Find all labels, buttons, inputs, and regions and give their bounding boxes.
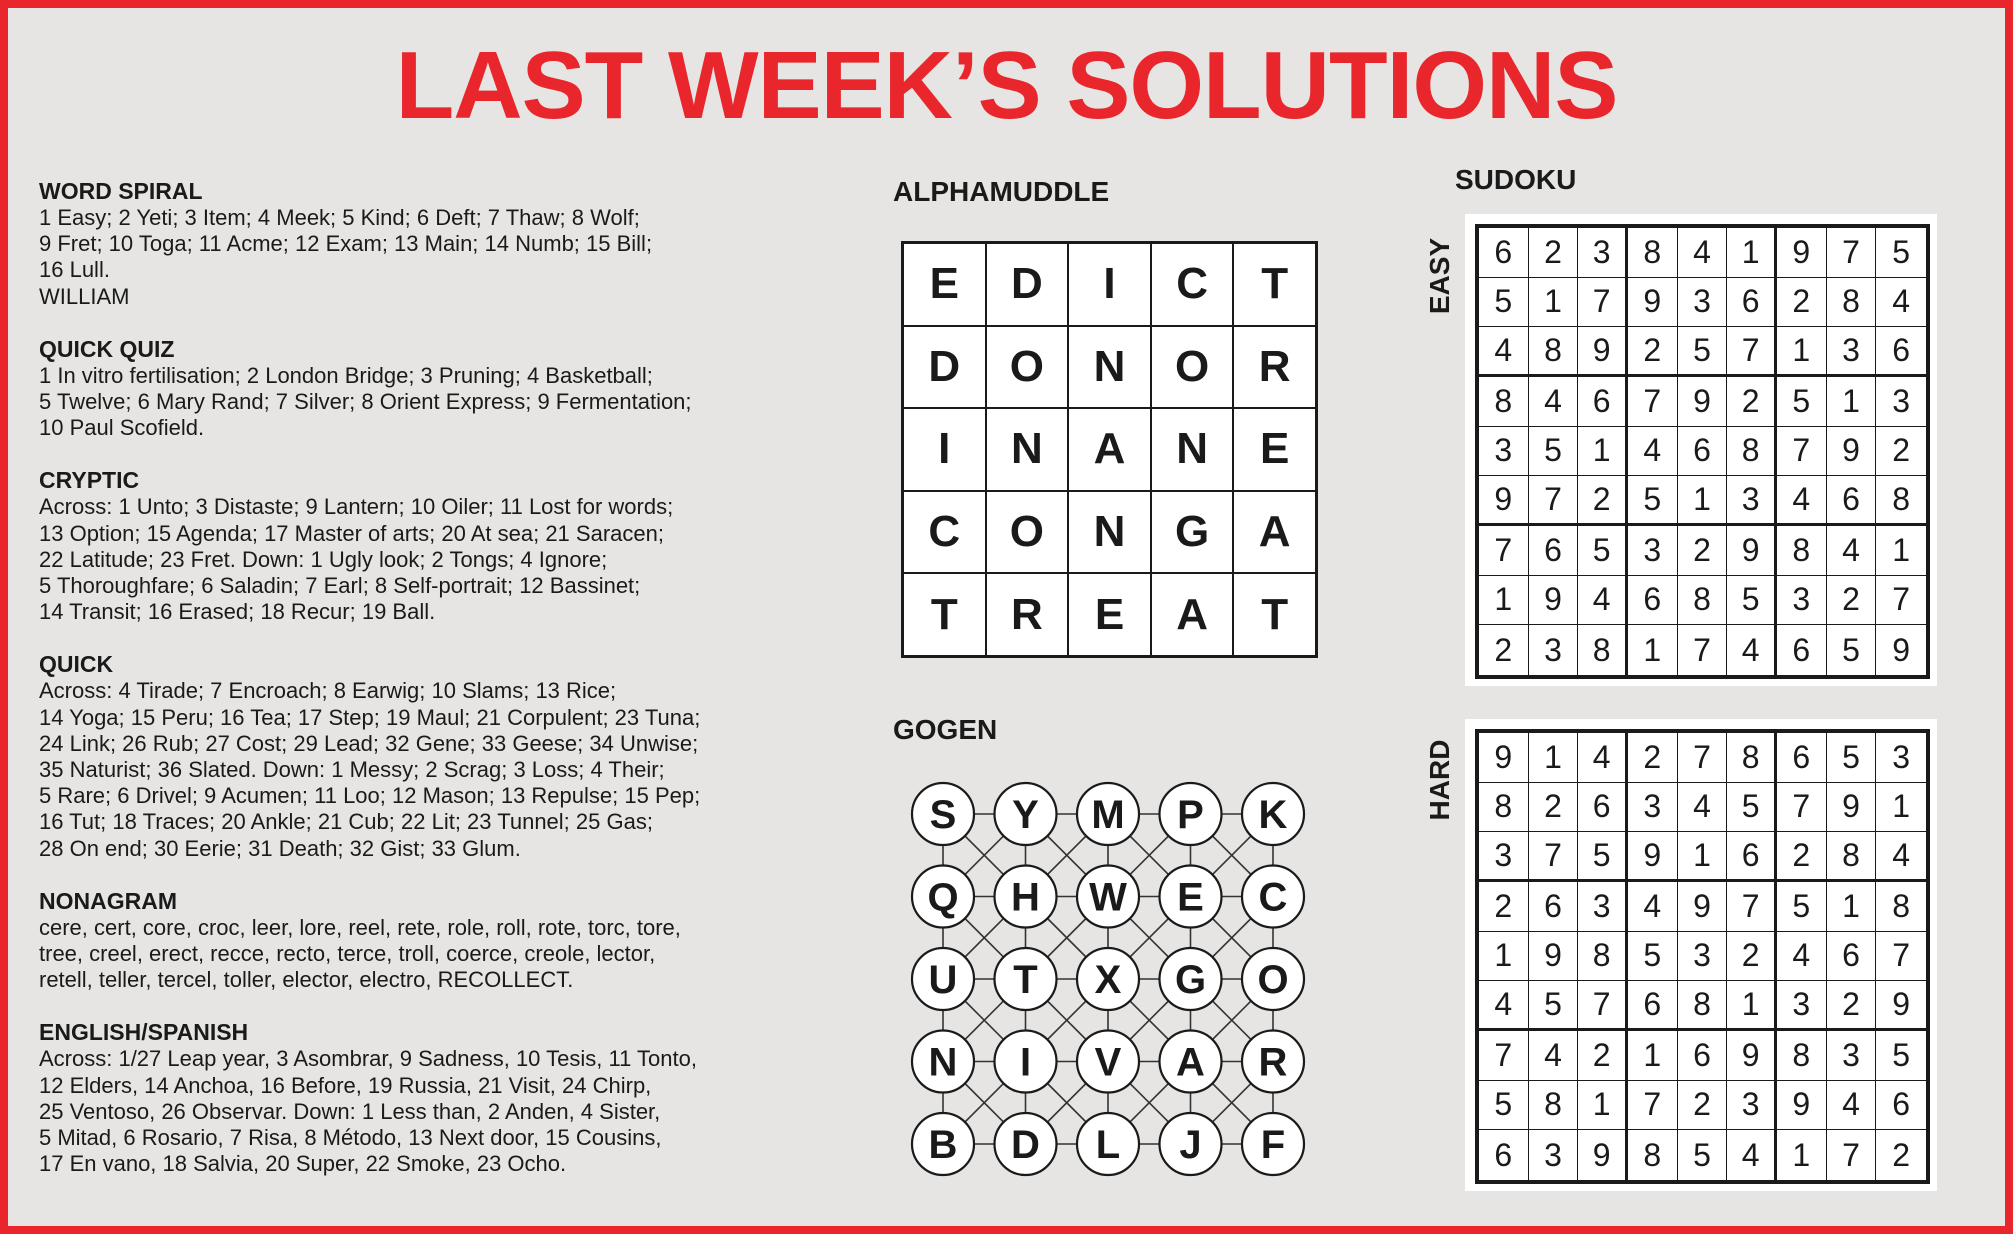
gogen-letter: B — [928, 1123, 958, 1167]
sudoku-cell: 8 — [1479, 377, 1529, 427]
sudoku-cell: 5 — [1578, 526, 1628, 576]
sudoku-cell: 4 — [1479, 327, 1529, 377]
sudoku-cell: 3 — [1727, 476, 1777, 526]
sudoku-cell: 1 — [1529, 278, 1579, 328]
sudoku-cell: 1 — [1479, 932, 1529, 982]
section-quick — [39, 651, 829, 861]
sudoku-cell: 2 — [1678, 526, 1728, 576]
sudoku-cell: 4 — [1628, 882, 1678, 932]
sudoku-cell: 2 — [1777, 832, 1827, 882]
sudoku-cell: 4 — [1578, 733, 1628, 783]
section-english-spanish — [39, 1019, 829, 1177]
section-heading: NONAGRAM — [39, 887, 177, 914]
alphamuddle-cell: E — [1068, 573, 1151, 656]
sudoku-cell: 3 — [1777, 981, 1827, 1031]
sudoku-cell: 2 — [1578, 476, 1628, 526]
sudoku-cell: 8 — [1876, 882, 1926, 932]
section-heading: QUICK — [39, 651, 114, 678]
sudoku-cell: 5 — [1727, 576, 1777, 626]
section-quick-quiz — [39, 336, 829, 442]
sudoku-cell: 8 — [1827, 832, 1877, 882]
sudoku-cell: 9 — [1479, 733, 1529, 783]
sudoku-cell: 8 — [1876, 476, 1926, 526]
sudoku-cell: 1 — [1529, 733, 1579, 783]
sudoku-cell: 7 — [1529, 476, 1579, 526]
sudoku-cell: 4 — [1876, 278, 1926, 328]
gogen-node — [1242, 866, 1304, 928]
alphamuddle-grid — [901, 241, 1318, 658]
gogen-letter: C — [1258, 875, 1288, 920]
section-body: Across: 1 Unto; 3 Distaste; 9 Lantern; 10 Oiler; 11 Lost for words; 13 Option; 15 Agenda; 17 Master of arts; 20 At sea; 21 Saracen; 22 Latitude; 23 Fret. Down: 1 Ugly look; 2 Tongs; 4 Ignore; 5 Thoroughfare; 6 Saladin; 7 Earl; 8 Self-portrait; 12 Bassinet; 14 Transit; 16 Erased; 18 Recur; 19 Ball. — [39, 494, 674, 625]
sudoku-cell: 9 — [1628, 278, 1678, 328]
alphamuddle-cell: D — [986, 243, 1069, 326]
gogen-letter: P — [1177, 793, 1204, 837]
section-heading: ENGLISH/SPANISH — [39, 1019, 249, 1046]
sudoku-cell: 9 — [1628, 832, 1678, 882]
sudoku-cell: 9 — [1777, 228, 1827, 278]
sudoku-hard-grid — [1475, 729, 1930, 1184]
gogen-node — [1160, 948, 1222, 1010]
sudoku-cell: 4 — [1876, 832, 1926, 882]
sudoku-cell: 6 — [1876, 327, 1926, 377]
sudoku-cell: 8 — [1777, 1031, 1827, 1081]
sudoku-cell: 8 — [1727, 733, 1777, 783]
sudoku-cell: 6 — [1628, 576, 1678, 626]
alphamuddle-cell: N — [1068, 326, 1151, 409]
section-body: 1 Easy; 2 Yeti; 3 Item; 4 Meek; 5 Kind; 6 Deft; 7 Thaw; 8 Wolf; 9 Fret; 10 Toga; 11 Acme; 12 Exam; 13 Main; 14 Numb; 15 Bill; 16 Lull. WILLIAM — [39, 205, 653, 309]
sudoku-cell: 7 — [1479, 526, 1529, 576]
section-heading: QUICK QUIZ — [39, 335, 175, 362]
sudoku-cell: 7 — [1578, 981, 1628, 1031]
sudoku-cell: 1 — [1876, 526, 1926, 576]
sudoku-cell: 7 — [1578, 278, 1628, 328]
sudoku-heading: SUDOKU — [1455, 164, 1577, 195]
sudoku-cell: 6 — [1727, 278, 1777, 328]
sudoku-cell: 7 — [1876, 932, 1926, 982]
alphamuddle-cell: N — [1151, 408, 1234, 491]
section-heading: CRYPTIC — [39, 467, 140, 494]
sudoku-cell: 9 — [1678, 377, 1728, 427]
gogen-letter: M — [1091, 793, 1125, 837]
sudoku-cell: 6 — [1727, 832, 1777, 882]
alphamuddle-cell: R — [1233, 326, 1316, 409]
sudoku-cell: 1 — [1777, 1130, 1827, 1180]
alphamuddle-cell: C — [903, 491, 986, 574]
section-body: Across: 4 Tirade; 7 Encroach; 8 Earwig; 10 Slams; 13 Rice; 14 Yoga; 15 Peru; 16 Tea; 17 Step; 19 Maul; 21 Corpulent; 23 Tuna; 24 Link; 26 Rub; 27 Cost; 29 Lead; 32 Gene; 33 Geese; 34 Unwise; 35 Naturist; 36 Slated. Down: 1 Messy; 2 Scrag; 3 Loss; 4 Their; 5 Rare; 6 Drivel; 9 Acumen; 11 Loo; 12 Mason; 13 Repulse; 15 Pep; 16 Tut; 18 Traces; 20 Ankle; 21 Cub; 22 Lit; 23 Tunnel; 25 Gas; 28 On end; 30 Eerie; 31 Death; 32 Gist; 33 Glum. — [39, 678, 701, 861]
sudoku-cell: 7 — [1727, 882, 1777, 932]
gogen-node — [1077, 1113, 1139, 1175]
gogen-node — [995, 1031, 1057, 1093]
alphamuddle-cell: T — [1233, 243, 1316, 326]
gogen-letter: J — [1179, 1123, 1202, 1167]
gogen-node — [1242, 1031, 1304, 1093]
sudoku-cell: 2 — [1628, 327, 1678, 377]
sudoku-hard-frame — [1465, 719, 1937, 1191]
sudoku-cell: 5 — [1827, 733, 1877, 783]
sudoku-cell: 4 — [1678, 228, 1728, 278]
sudoku-cell: 4 — [1578, 576, 1628, 626]
sudoku-cell: 2 — [1678, 1081, 1728, 1131]
gogen-node — [912, 1031, 974, 1093]
sudoku-cell: 8 — [1827, 278, 1877, 328]
sudoku-cell: 1 — [1777, 327, 1827, 377]
alphamuddle-cell: O — [986, 491, 1069, 574]
sudoku-cell: 7 — [1727, 327, 1777, 377]
gogen-letter: Q — [927, 875, 959, 920]
sudoku-cell: 2 — [1479, 882, 1529, 932]
sudoku-cell: 1 — [1578, 427, 1628, 477]
gogen-node — [1160, 1113, 1222, 1175]
sudoku-cell: 6 — [1479, 1130, 1529, 1180]
gogen-node — [1160, 866, 1222, 928]
sudoku-cell: 3 — [1678, 278, 1728, 328]
sudoku-cell: 3 — [1479, 427, 1529, 477]
sudoku-cell: 3 — [1827, 327, 1877, 377]
sudoku-cell: 4 — [1678, 783, 1728, 833]
alphamuddle-cell: A — [1068, 408, 1151, 491]
gogen-letter: V — [1094, 1040, 1122, 1085]
sudoku-cell: 9 — [1529, 932, 1579, 982]
section-body: Across: 1/27 Leap year, 3 Asombrar, 9 Sadness, 10 Tesis, 11 Tonto, 12 Elders, 14 Anchoa, 16 Before, 19 Russia, 21 Visit, 24 Chirp, 25 Ventoso, 26 Observar. Down: 1 Less than, 2 Anden, 4 Sister, 5 Mitad, 6 Rosario, 7 Risa, 8 Método, 13 Next door, 15 Cousins, 17 En vano, 18 Salvia, 20 Super, 22 Smoke, 23 Ocho. — [39, 1046, 697, 1177]
gogen-node — [1077, 866, 1139, 928]
sudoku-cell: 3 — [1628, 526, 1678, 576]
sudoku-cell: 4 — [1479, 981, 1529, 1031]
sudoku-cell: 9 — [1827, 783, 1877, 833]
gogen-board — [901, 772, 1321, 1192]
section-word-spiral — [39, 178, 829, 310]
sudoku-cell: 6 — [1678, 1031, 1728, 1081]
sudoku-cell: 2 — [1777, 278, 1827, 328]
sudoku-cell: 7 — [1628, 377, 1678, 427]
sudoku-hard-label: HARD — [1424, 739, 1455, 821]
gogen-node — [1160, 783, 1222, 845]
gogen-letter: G — [1174, 958, 1207, 1002]
sudoku-cell: 3 — [1827, 1031, 1877, 1081]
section-body: cere, cert, core, croc, leer, lore, reel, rete, role, roll, rote, torc, tore, tree, creel, erect, recce, recto, terce, troll, coerce, creole, lector, retell, teller, tercel, toller, elector, electro, RECOLLECT. — [39, 914, 681, 993]
sudoku-cell: 7 — [1628, 1081, 1678, 1131]
sudoku-cell: 2 — [1827, 576, 1877, 626]
sudoku-cell: 1 — [1628, 625, 1678, 675]
sudoku-cell: 2 — [1628, 733, 1678, 783]
sudoku-cell: 6 — [1578, 783, 1628, 833]
sudoku-cell: 2 — [1727, 932, 1777, 982]
alphamuddle-cell: E — [1233, 408, 1316, 491]
alphamuddle-cell: D — [903, 326, 986, 409]
alphamuddle-cell: A — [1151, 573, 1234, 656]
sudoku-cell: 8 — [1777, 526, 1827, 576]
sudoku-easy-label: EASY — [1424, 237, 1455, 315]
gogen-letter: X — [1094, 958, 1122, 1002]
sudoku-cell: 7 — [1827, 1130, 1877, 1180]
section-nonagram — [39, 888, 829, 994]
sudoku-cell: 8 — [1628, 1130, 1678, 1180]
sudoku-cell: 6 — [1777, 733, 1827, 783]
sudoku-cell: 8 — [1529, 1081, 1579, 1131]
sudoku-cell: 5 — [1827, 625, 1877, 675]
sudoku-cell: 6 — [1578, 377, 1628, 427]
solutions-text-column — [39, 178, 829, 1203]
gogen-heading: GOGEN — [893, 714, 998, 745]
alphamuddle-cell: I — [1068, 243, 1151, 326]
sudoku-cell: 9 — [1876, 981, 1926, 1031]
alphamuddle-cell: A — [1233, 491, 1316, 574]
sudoku-cell: 3 — [1529, 1130, 1579, 1180]
sudoku-cell: 2 — [1892, 1136, 1911, 1173]
gogen-node — [1242, 1113, 1304, 1175]
gogen-letter: Y — [1012, 793, 1039, 837]
alphamuddle-cell: N — [1068, 491, 1151, 574]
gogen-letter: A — [1176, 1040, 1205, 1085]
sudoku-cell: 4 — [1529, 377, 1579, 427]
sudoku-cell: 5 — [1876, 1031, 1926, 1081]
sudoku-cell: 1 — [1628, 1031, 1678, 1081]
sudoku-cell: 3 — [1578, 882, 1628, 932]
gogen-node — [912, 1113, 974, 1175]
sudoku-easy-grid — [1475, 224, 1930, 679]
sudoku-cell: 2 — [1529, 228, 1579, 278]
sudoku-cell: 2 — [1827, 981, 1877, 1031]
sudoku-cell: 9 — [1578, 327, 1628, 377]
sudoku-cell: 2 — [1876, 427, 1926, 477]
sudoku-cell: 4 — [1777, 932, 1827, 982]
sudoku-cell: 7 — [1777, 427, 1827, 477]
alphamuddle-cell: N — [986, 408, 1069, 491]
gogen-node — [995, 1113, 1057, 1175]
sudoku-cell: 6 — [1529, 526, 1579, 576]
sudoku-cell: 6 — [1876, 1081, 1926, 1131]
sudoku-cell: 1 — [1678, 832, 1728, 882]
gogen-letter: K — [1258, 793, 1288, 837]
sudoku-cell: 4 — [1827, 526, 1877, 576]
sudoku-cell: 7 — [1827, 228, 1877, 278]
alphamuddle-cell: C — [1151, 243, 1234, 326]
sudoku-cell: 3 — [1727, 1081, 1777, 1131]
sudoku-cell: 9 — [1777, 1081, 1827, 1131]
sudoku-cell: 7 — [1479, 1031, 1529, 1081]
gogen-node — [995, 866, 1057, 928]
gogen-node — [1077, 1031, 1139, 1093]
page-title: LAST WEEK’S SOLUTIONS — [395, 32, 1618, 139]
sudoku-cell: 9 — [1678, 882, 1728, 932]
gogen-grid — [901, 772, 1321, 1192]
gogen-node — [1242, 783, 1304, 845]
alphamuddle-heading: ALPHAMUDDLE — [893, 176, 1110, 207]
sudoku-cell: 6 — [1479, 228, 1529, 278]
gogen-letter: S — [929, 793, 957, 837]
sudoku-cell: 3 — [1876, 377, 1926, 427]
section-body: 1 In vitro fertilisation; 2 London Bridge; 3 Pruning; 4 Basketball; 5 Twelve; 6 Mary Rand; 7 Silver; 8 Orient Express; 9 Fermentation; 10 Paul Scofield. — [39, 362, 692, 441]
sudoku-cell: 3 — [1529, 625, 1579, 675]
section-heading: WORD SPIRAL — [39, 178, 203, 204]
gogen-letter: D — [1011, 1123, 1040, 1167]
sudoku-cell: 6 — [1777, 625, 1827, 675]
sudoku-cell: 6 — [1628, 981, 1678, 1031]
sudoku-cell: 7 — [1777, 783, 1827, 833]
gogen-letter: F — [1260, 1123, 1286, 1167]
alphamuddle-cell: G — [1151, 491, 1234, 574]
sudoku-cell: 9 — [1827, 427, 1877, 477]
sudoku-cell: 2 — [1529, 783, 1579, 833]
sudoku-cell: 5 — [1628, 932, 1678, 982]
sudoku-cell: 5 — [1777, 882, 1827, 932]
sudoku-cell: 5 — [1628, 476, 1678, 526]
sudoku-cell: 3 — [1628, 783, 1678, 833]
gogen-letter: O — [1257, 958, 1289, 1002]
sudoku-cell: 1 — [1876, 783, 1926, 833]
sudoku-cell: 8 — [1578, 625, 1628, 675]
sudoku-cell: 9 — [1578, 1130, 1628, 1180]
sudoku-cell: 2 — [1479, 625, 1529, 675]
sudoku-cell: 3 — [1678, 932, 1728, 982]
section-cryptic — [39, 467, 829, 625]
sudoku-cell: 9 — [1892, 631, 1911, 668]
sudoku-cell: 5 — [1727, 783, 1777, 833]
alphamuddle-cell: E — [903, 243, 986, 326]
sudoku-cell: 9 — [1529, 576, 1579, 626]
sudoku-cell: 8 — [1479, 783, 1529, 833]
gogen-node — [1077, 948, 1139, 1010]
sudoku-easy-frame — [1465, 214, 1937, 686]
gogen-letter: E — [1177, 875, 1204, 920]
alphamuddle-cell: T — [903, 573, 986, 656]
sudoku-cell: 5 — [1876, 228, 1926, 278]
gogen-letter: T — [1013, 958, 1038, 1002]
sudoku-cell: 6 — [1678, 427, 1728, 477]
alphamuddle-cell: O — [986, 326, 1069, 409]
sudoku-cell: 9 — [1479, 476, 1529, 526]
sudoku-cell: 5 — [1529, 427, 1579, 477]
sudoku-cell: 1 — [1578, 1081, 1628, 1131]
sudoku-cell: 1 — [1827, 377, 1877, 427]
gogen-letter: U — [928, 958, 958, 1002]
gogen-node — [1077, 783, 1139, 845]
sudoku-cell: 1 — [1727, 981, 1777, 1031]
sudoku-cell: 4 — [1727, 625, 1777, 675]
sudoku-cell: 8 — [1678, 981, 1728, 1031]
sudoku-cell: 7 — [1678, 625, 1728, 675]
gogen-node — [995, 783, 1057, 845]
gogen-node — [1160, 1031, 1222, 1093]
gogen-letter: N — [928, 1040, 958, 1085]
gogen-letter: H — [1011, 875, 1040, 920]
sudoku-cell: 7 — [1678, 733, 1728, 783]
sudoku-cell: 1 — [1727, 228, 1777, 278]
sudoku-cell: 6 — [1827, 476, 1877, 526]
gogen-letter: L — [1095, 1123, 1121, 1167]
sudoku-cell: 5 — [1578, 832, 1628, 882]
gogen-node — [995, 948, 1057, 1010]
gogen-node — [912, 783, 974, 845]
sudoku-cell: 7 — [1876, 576, 1926, 626]
sudoku-cell: 4 — [1529, 1031, 1579, 1081]
gogen-letter: R — [1258, 1040, 1288, 1085]
sudoku-cell: 8 — [1628, 228, 1678, 278]
sudoku-cell: 6 — [1827, 932, 1877, 982]
sudoku-cell: 3 — [1876, 733, 1926, 783]
sudoku-cell: 4 — [1727, 1130, 1777, 1180]
sudoku-cell: 3 — [1479, 832, 1529, 882]
sudoku-cell: 5 — [1777, 377, 1827, 427]
sudoku-cell: 5 — [1479, 1081, 1529, 1131]
sudoku-cell: 3 — [1578, 228, 1628, 278]
gogen-node — [912, 948, 974, 1010]
sudoku-cell: 9 — [1727, 526, 1777, 576]
sudoku-cell: 3 — [1777, 576, 1827, 626]
sudoku-cell: 1 — [1678, 476, 1728, 526]
sudoku-cell: 5 — [1678, 327, 1728, 377]
sudoku-cell: 8 — [1727, 427, 1777, 477]
sudoku-cell: 7 — [1529, 832, 1579, 882]
gogen-letter: I — [1019, 1040, 1032, 1085]
sudoku-cell: 1 — [1827, 882, 1877, 932]
gogen-letter: W — [1089, 875, 1127, 920]
sudoku-cell: 9 — [1727, 1031, 1777, 1081]
sudoku-cell: 6 — [1529, 882, 1579, 932]
sudoku-cell: 8 — [1678, 576, 1728, 626]
sudoku-cell: 2 — [1727, 377, 1777, 427]
gogen-node — [912, 866, 974, 928]
sudoku-cell: 5 — [1529, 981, 1579, 1031]
sudoku-cell: 8 — [1529, 327, 1579, 377]
sudoku-cell: 4 — [1827, 1081, 1877, 1131]
sudoku-cell: 4 — [1628, 427, 1678, 477]
alphamuddle-cell: R — [986, 573, 1069, 656]
alphamuddle-cell: I — [903, 408, 986, 491]
sudoku-cell: 2 — [1578, 1031, 1628, 1081]
gogen-node — [1242, 948, 1304, 1010]
sudoku-cell: 4 — [1777, 476, 1827, 526]
sudoku-cell: 8 — [1578, 932, 1628, 982]
sudoku-cell: 5 — [1479, 278, 1529, 328]
alphamuddle-cell: T — [1233, 573, 1316, 656]
sudoku-cell: 5 — [1678, 1130, 1728, 1180]
alphamuddle-cell: O — [1151, 326, 1234, 409]
sudoku-cell: 1 — [1479, 576, 1529, 626]
